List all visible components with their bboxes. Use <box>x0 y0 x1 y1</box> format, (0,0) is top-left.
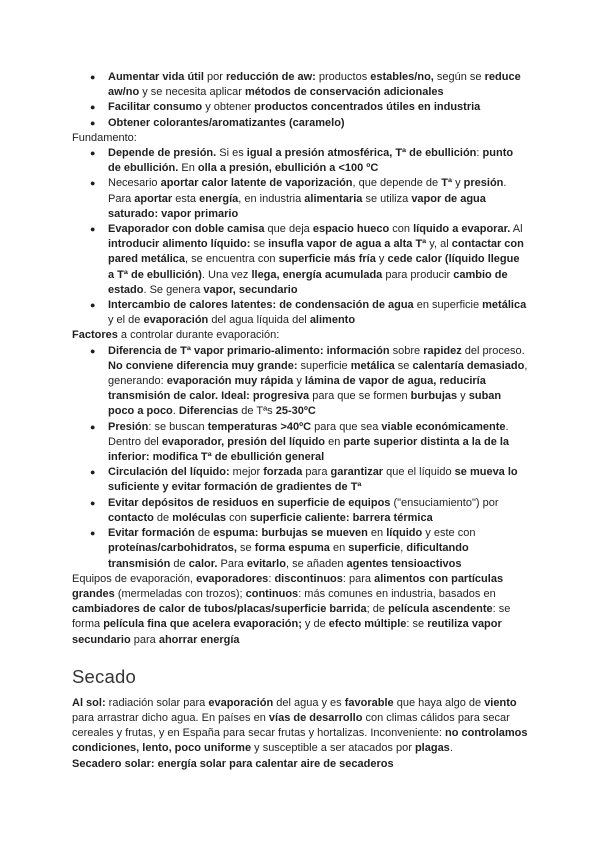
bold-text-run: estables/no, <box>370 71 434 83</box>
text-run: En <box>178 162 198 175</box>
list-item <box>90 222 528 298</box>
text-run: y <box>293 375 305 388</box>
list-item <box>90 176 528 222</box>
bold-text-run: moléculas <box>172 511 227 524</box>
text-run: y de <box>301 618 329 631</box>
bullet-icon: ● <box>90 178 96 189</box>
text-run: por <box>203 71 226 83</box>
text-run: : para <box>342 572 375 585</box>
bold-text-run: rapidez <box>423 344 462 357</box>
text-run: de <box>170 557 189 570</box>
text-run: : se forma <box>72 603 511 631</box>
text-run: . <box>172 405 179 418</box>
bold-text-run: suban poco a poco <box>108 390 502 418</box>
bold-text-run: metálica <box>350 359 395 372</box>
secado-paragraph-solar-dryer <box>72 757 528 772</box>
fundamento-list <box>72 146 528 328</box>
text-run: y <box>457 390 469 403</box>
bold-text-run: Diferencia de Tª vapor primario-alimento: información <box>108 344 390 357</box>
bold-text-run: punto de ebullición. <box>108 147 514 175</box>
bold-text-run: calor. <box>188 557 218 570</box>
text-run: , que depende de <box>352 177 442 190</box>
text-run: en <box>325 435 344 448</box>
bold-text-run: evaporación <box>208 696 274 709</box>
bold-text-run: reducción de aw: <box>225 71 316 83</box>
bold-text-run: 25-30ºC <box>275 405 316 418</box>
list-item <box>90 100 528 115</box>
bold-text-run: Tª <box>441 177 453 190</box>
bold-text-run: película ascendente <box>388 603 493 616</box>
bold-text-run: Ideal: progresiva <box>221 390 310 403</box>
text-run: para arrastrar dicho agua. En países en <box>72 711 269 724</box>
bold-text-run: aportar calor latente de vaporización <box>160 177 353 190</box>
text-run: : <box>476 147 483 160</box>
text-run: que haya algo de <box>393 696 485 709</box>
bold-text-run: espacio hueco <box>312 223 390 236</box>
text-run: que deja <box>264 223 313 236</box>
text-run: para producir <box>382 268 454 281</box>
objectives-list <box>72 70 528 131</box>
bold-text-run: evaporación <box>143 314 209 327</box>
text-run: : más comunes en industria, basados en <box>298 587 496 600</box>
bold-text-run: Presión <box>108 420 149 433</box>
text-run: con climas cálidos para secar cereales y frutas, y en España para secar frutas y hortalizas. Inconveniente: <box>72 711 510 740</box>
text-run: a controlar durante evaporación: <box>117 329 280 342</box>
bold-text-run: presión <box>463 177 504 190</box>
text-run: Fundamento: <box>72 131 137 144</box>
bold-text-run: vapor de agua saturado: vapor primario <box>108 192 486 220</box>
list-item <box>90 344 528 420</box>
bold-text-run: viable económicamente <box>381 420 506 433</box>
text-run: que el líquido <box>383 466 455 479</box>
bold-text-run: Evitar depósitos de residuos en superficie de equipos <box>108 496 391 509</box>
text-run: , generando: <box>108 359 528 388</box>
text-run: de <box>194 527 214 540</box>
list-item <box>90 465 528 495</box>
bold-text-run: plagas <box>414 742 450 755</box>
bold-text-run: se mueva lo suficiente y evitar formación de gradientes de Tª <box>108 466 518 494</box>
bold-text-run: insufla vapor de agua a alta Tª <box>268 238 427 251</box>
text-run: Equipos de evaporación, <box>72 572 197 585</box>
bold-text-run: garantizar <box>330 466 384 479</box>
text-run: según se <box>433 71 485 83</box>
text-run: ; de <box>366 603 389 616</box>
bold-text-run: de condensación de agua <box>279 299 414 312</box>
bold-text-run: Depende de presión. <box>108 147 217 160</box>
bold-text-run: vías de desarrollo <box>268 711 363 724</box>
list-item <box>90 70 528 100</box>
text-run: productos <box>315 71 371 83</box>
bold-text-run: temperaturas >40ºC <box>207 420 312 433</box>
bold-text-run: agentes tensioactivos <box>346 557 462 570</box>
text-run: se utiliza <box>362 192 412 205</box>
bold-text-run: parte superior distinta a la de la inferior: modifica Tª de ebullición general <box>108 435 510 464</box>
text-run: para <box>130 633 159 646</box>
text-run: . <box>449 742 453 755</box>
bold-text-run: olla a presión, ebullición a <100 ºC <box>197 162 379 175</box>
text-run: para <box>302 466 331 479</box>
bold-text-run: aportar <box>134 192 173 205</box>
fundamento-label <box>72 131 528 146</box>
bold-text-run: superficie más fría <box>278 253 376 266</box>
secado-paragraph-sun <box>72 696 528 757</box>
list-item <box>90 496 528 526</box>
bullet-icon: ● <box>90 300 96 311</box>
bold-text-run: líquido <box>386 527 423 540</box>
text-run: con <box>389 223 414 236</box>
bold-text-run: productos concentrados útiles en industria <box>254 101 481 114</box>
text-run: en <box>367 527 387 540</box>
text-run: se <box>236 542 255 555</box>
bold-text-run: evaporadores <box>196 572 269 585</box>
text-run: : <box>268 572 275 585</box>
list-item <box>90 298 528 328</box>
text-run: en <box>329 542 349 555</box>
text-run: (mermeladas con trozos); <box>114 587 246 600</box>
bullet-icon: ● <box>90 72 96 82</box>
bold-text-run: energía <box>199 192 239 205</box>
bold-text-run: Intercambio de calores latentes: <box>108 299 277 312</box>
bold-text-run: forzada <box>263 466 303 479</box>
bold-text-run: Evitar formación <box>108 527 195 540</box>
bold-text-run: discontinuos <box>274 572 343 585</box>
bold-text-run: evaporación muy rápida <box>166 375 294 388</box>
text-run: y <box>452 177 464 190</box>
secado-heading: Secado <box>72 665 136 687</box>
text-run: para que sea <box>311 420 382 433</box>
bold-text-run: contactar con pared metálica <box>108 238 524 266</box>
bold-text-run: continuos <box>245 587 299 600</box>
bold-text-run: llega, energía acumulada <box>251 268 383 281</box>
bullet-icon: ● <box>90 345 96 356</box>
text-run: , se añaden <box>285 557 347 570</box>
bold-text-run: Factores <box>72 329 118 342</box>
text-run: y susceptible a ser atacados por <box>251 742 415 755</box>
text-run: del proceso. <box>461 344 525 357</box>
text-run: del agua líquida del <box>208 314 310 327</box>
text-run: . Para <box>108 177 507 205</box>
bold-text-run: espuma <box>288 542 330 555</box>
text-run: Al <box>510 223 523 236</box>
bullet-icon: ● <box>90 148 96 159</box>
bold-text-run: cede calor (líquido llegue a Tª de ebullición) <box>108 253 520 281</box>
text-run: ("ensuciamiento") por <box>390 496 499 509</box>
text-run: . Se genera <box>143 283 204 296</box>
bold-text-run: introducir alimento líquido: <box>108 238 251 251</box>
bold-text-run: lámina de vapor de agua, reduciría transmisión de calor. <box>108 375 486 403</box>
bold-text-run: vapor, secundario <box>203 283 298 296</box>
bullet-icon: ● <box>90 117 96 128</box>
bold-text-run: evitarlo <box>246 557 286 570</box>
bold-text-run: viento <box>484 696 517 709</box>
list-item <box>90 526 528 572</box>
bold-text-run: superficie caliente: barrera térmica <box>249 511 433 524</box>
text-run: Si es <box>216 147 247 160</box>
text-run: , en industria <box>238 192 305 205</box>
bold-text-run: evaporador, presión del líquido <box>161 435 326 448</box>
bold-text-run: no controlamos condiciones, lento, poco uniforme <box>72 727 528 755</box>
text-run: y el de <box>108 314 144 327</box>
text-run: : se buscan <box>148 420 208 433</box>
bullet-icon: ● <box>90 224 96 235</box>
bold-text-run: alimentos con partículas grandes <box>72 572 504 600</box>
text-run: y obtener <box>202 101 255 114</box>
equipos-paragraph <box>72 572 528 648</box>
bold-text-run: Evaporador con doble camisa <box>108 223 265 236</box>
bullet-icon: ● <box>90 467 96 478</box>
bold-text-run: calentaría demasiado <box>412 359 525 372</box>
bold-text-run: dificultando transmisión <box>108 542 469 570</box>
text-run: y este con <box>422 527 476 540</box>
bold-text-run: efecto múltiple <box>328 618 407 631</box>
text-run: mejor <box>229 466 264 479</box>
bold-text-run: alimentaria <box>304 192 363 205</box>
text-run: se <box>394 359 413 372</box>
bold-text-run: Al sol: <box>72 696 106 709</box>
text-run: , <box>400 542 407 555</box>
bold-text-run: reutiliza vapor secundario <box>72 618 502 646</box>
text-run: esta <box>172 192 200 205</box>
text-run: para que se formen <box>309 390 411 403</box>
text-run: superficie <box>297 359 351 372</box>
bullet-icon: ● <box>90 497 96 508</box>
bold-text-run: líquido a evaporar. <box>413 223 511 236</box>
list-item <box>90 420 528 466</box>
bold-text-run: forma <box>254 542 286 555</box>
bold-text-run: superficie <box>348 542 401 555</box>
text-run: de Tªs <box>238 405 276 418</box>
bold-text-run: Aumentar vida útil <box>108 71 204 83</box>
bold-text-run: Secadero solar: energía solar para calentar aire de secaderos <box>72 757 394 770</box>
bold-text-run: No conviene diferencia muy grande: <box>108 359 298 372</box>
text-run: con <box>226 511 250 524</box>
bold-text-run: Facilitar consumo <box>108 101 203 114</box>
bold-text-run: alimento <box>309 314 356 327</box>
bold-text-run: contacto <box>108 511 154 524</box>
text-run: Necesario <box>108 177 161 190</box>
bold-text-run: espuma: burbujas se mueven <box>213 527 368 540</box>
text-run: se <box>250 238 269 251</box>
text-run: : se <box>406 618 428 631</box>
bold-text-run: favorable <box>344 696 394 709</box>
text-run: en superficie <box>413 299 483 312</box>
bold-text-run: metálica <box>482 299 527 312</box>
bold-text-run: cambio de estado <box>108 268 508 296</box>
bold-text-run: métodos de conservación adicionales <box>244 86 444 99</box>
bold-text-run: burbujas <box>410 390 458 403</box>
bold-text-run: Obtener colorantes/aromatizantes (caramelo) <box>108 116 345 129</box>
bold-text-run: proteínas/carbohidratos, <box>108 542 237 555</box>
bold-text-run: película fina que acelera evaporación; <box>103 618 302 631</box>
text-run: del agua y es <box>273 696 345 709</box>
text-run: sobre <box>389 344 424 357</box>
text-run: Para <box>217 557 247 570</box>
bold-text-run: Diferencias <box>178 405 239 418</box>
list-item <box>90 116 528 131</box>
text-run: , se encuentra con <box>185 253 279 266</box>
bold-text-run: ahorrar energía <box>158 633 240 646</box>
bullet-icon: ● <box>90 528 96 539</box>
text-run: . Una vez <box>201 268 252 281</box>
bold-text-run: Circulación del líquido: <box>108 466 230 479</box>
factores-label <box>72 328 528 343</box>
list-item <box>90 146 528 176</box>
text-run: . Dentro del <box>108 420 509 448</box>
text-run: y se necesita aplicar <box>139 86 245 99</box>
document-page <box>72 70 528 772</box>
bold-text-run: cambiadores de calor de tubos/placas/superficie barrida <box>72 603 367 616</box>
bullet-icon: ● <box>90 102 96 113</box>
text-run: y, al <box>426 238 452 251</box>
bold-text-run: igual a presión atmosférica, Tª de ebullición <box>246 147 477 160</box>
text-run: radiación solar para <box>105 696 209 709</box>
factores-list <box>72 344 528 572</box>
bullet-icon: ● <box>90 421 96 432</box>
bold-text-run: reduce aw/no <box>108 71 521 99</box>
text-run: de <box>153 511 173 524</box>
text-run: y <box>375 253 388 266</box>
